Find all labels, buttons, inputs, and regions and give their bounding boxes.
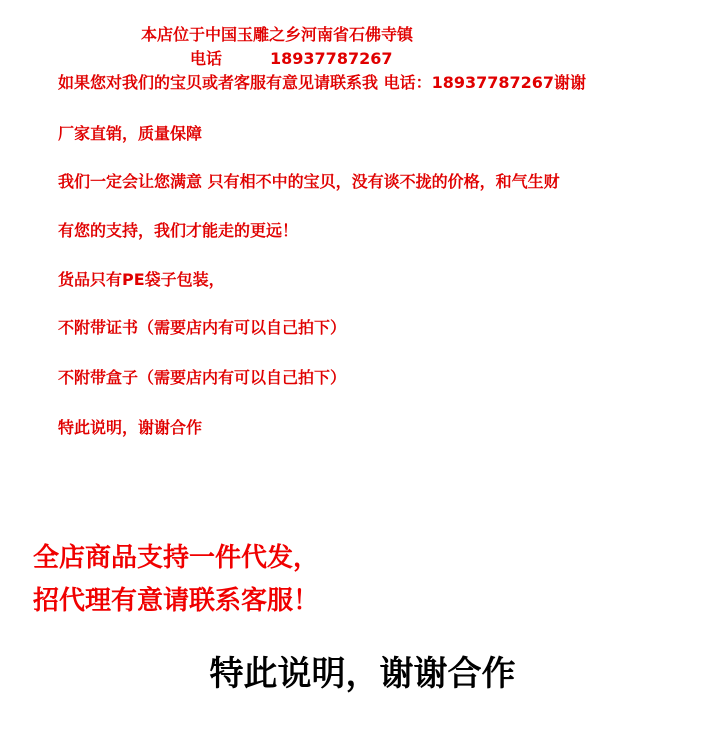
notice-paragraph: 不附带证书（需要店内有可以自己拍下） bbox=[58, 318, 347, 337]
phone-number: 18937787267 bbox=[270, 49, 393, 68]
notice-paragraph: 我们一定会让您满意 只有相不中的宝贝，没有谈不拢的价格，和气生财 bbox=[58, 172, 560, 191]
notice-paragraph: 不附带盒子（需要店内有可以自己拍下） bbox=[58, 368, 347, 387]
shop-location-text: 本店位于中国玉雕之乡河南省石佛寺镇 bbox=[141, 25, 414, 44]
promo-agent-text: 招代理有意请联系客服！ bbox=[33, 586, 320, 616]
closing-text: 特此说明，谢谢合作 bbox=[209, 654, 516, 694]
notice-paragraph: 有您的支持，我们才能走的更远！ bbox=[58, 221, 299, 240]
contact-text: 如果您对我们的宝贝或者客服有意见请联系我 电话：18937787267谢谢 bbox=[58, 73, 587, 92]
notice-paragraph: 厂家直销，质量保障 bbox=[58, 124, 203, 143]
phone-label: 电话 bbox=[190, 49, 223, 68]
notice-paragraph: 货品只有PE袋子包装， bbox=[58, 270, 225, 289]
phone-line bbox=[190, 51, 392, 67]
promo-dropship-text: 全店商品支持一件代发， bbox=[33, 543, 320, 573]
notice-paragraph: 特此说明，谢谢合作 bbox=[58, 418, 203, 437]
